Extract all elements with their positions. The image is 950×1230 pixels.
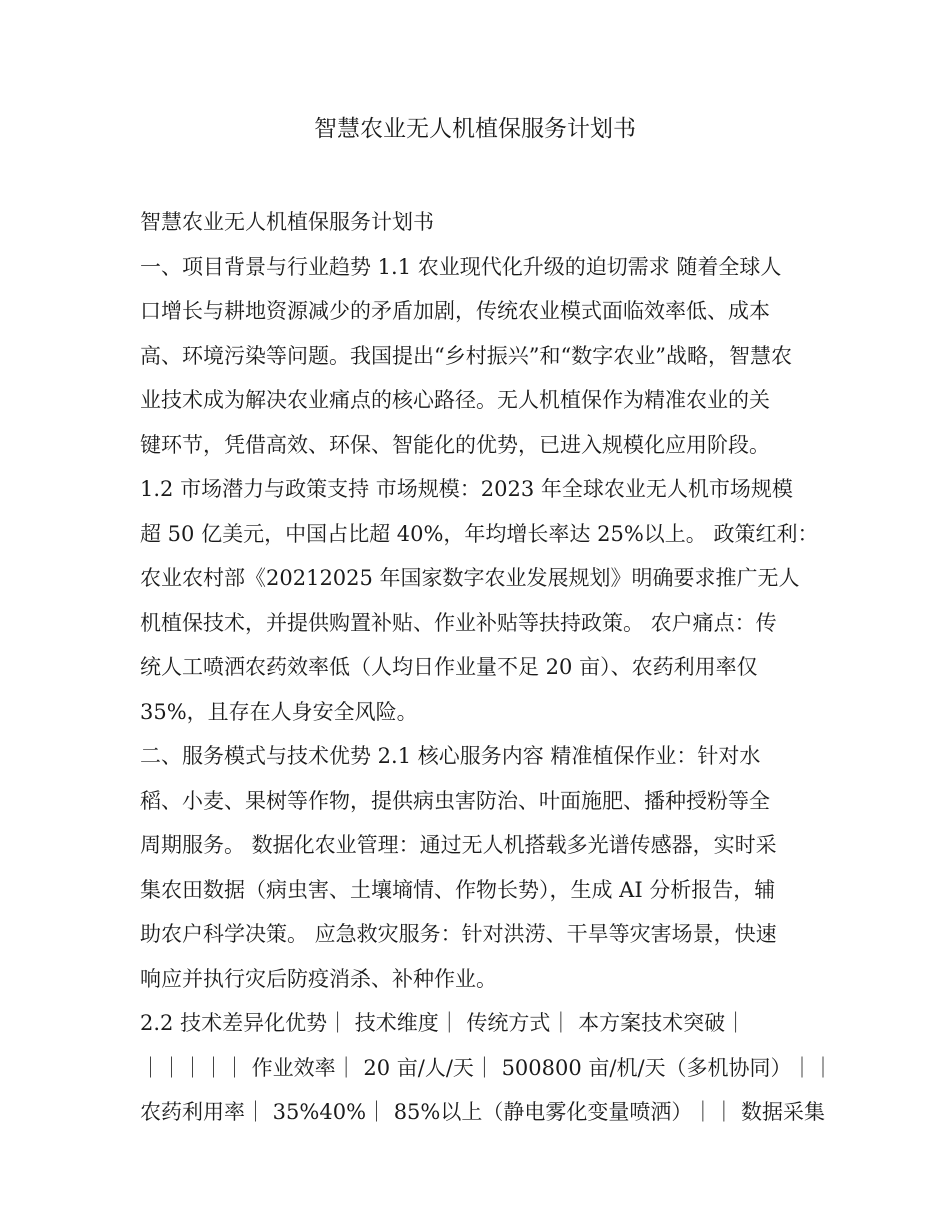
body-line: ｜｜｜｜｜ 作业效率｜ 20 亩/人/天｜ 500800 亩/机/天（多机协同）｜｜: [140, 1055, 834, 1080]
body-line: 农药利用率｜ 35%40%｜ 85%以上（静电雾化变量喷洒）｜｜ 数据采集: [140, 1100, 826, 1124]
body-line: 业技术成为解决农业痛点的核心路径。无人机植保作为精准农业的关: [140, 388, 770, 412]
body-line: 农业农村部《20212025 年国家数字农业发展规划》明确要求推广无人: [140, 566, 800, 590]
body-line: 智慧农业无人机植保服务计划书: [140, 210, 434, 234]
document-body: [140, 200, 834, 1135]
body-line: 响应并执行灾后防疫消杀、补种作业。: [140, 966, 497, 991]
body-line: 稻、小麦、果树等作物，提供病虫害防治、叶面施肥、播种授粉等全: [140, 788, 770, 813]
body-line: 2.2 技术差异化优势｜ 技术维度｜ 传统方式｜ 本方案技术突破｜: [140, 1011, 747, 1035]
body-line: 超 50 亿美元，中国占比超 40%，年均增长率达 25%以上。 政策红利：: [140, 521, 819, 546]
body-line: 集农田数据（病虫害、土壤墒情、作物长势），生成 AI 分析报告，辅: [140, 877, 776, 902]
body-line: 统人工喷洒农药效率低（人均日作业量不足 20 亩）、农药利用率仅: [140, 655, 758, 679]
document-title: 智慧农业无人机植保服务计划书: [314, 116, 636, 142]
body-line: 机植保技术，并提供购置补贴、作业补贴等扶持政策。 农户痛点：传: [140, 610, 777, 635]
body-line: 1.2 市场潜力与政策支持 市场规模：2023 年全球农业无人机市场规模: [140, 477, 793, 501]
body-line: 助农户科学决策。 应急救灾服务：针对洪涝、干旱等灾害场景，快速: [140, 922, 777, 946]
body-line: 二、服务模式与技术优势 2.1 核心服务内容 精准植保作业：针对水: [140, 744, 761, 768]
body-line: 35%，且存在人身安全风险。: [140, 699, 418, 724]
body-line: 口增长与耕地资源减少的矛盾加剧，传统农业模式面临效率低、成本: [140, 299, 770, 323]
body-line: 一、项目背景与行业趋势 1.1 农业现代化升级的迫切需求 随着全球人: [140, 254, 782, 279]
body-line: 高、环境污染等问题。我国提出“乡村振兴”和“数字农业”战略，智慧农: [140, 343, 792, 368]
body-line: 键环节，凭借高效、环保、智能化的优势，已进入规模化应用阶段。: [140, 432, 770, 457]
body-line: 周期服务。 数据化农业管理：通过无人机搭载多光谱传感器，实时采: [140, 833, 777, 857]
